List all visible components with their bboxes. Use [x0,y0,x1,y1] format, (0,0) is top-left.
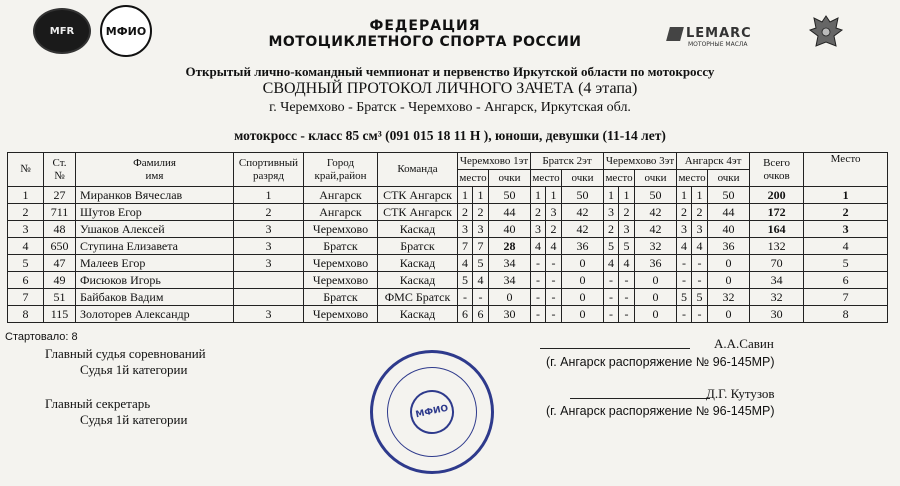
row-rank: 3 [234,221,304,238]
row-city: Ангарск [304,187,378,204]
row-stage3-place-b: 2 [619,204,635,221]
row-stage1-place-a: 2 [458,204,473,221]
russian-eagle-icon [806,12,846,54]
stage4-place-sub: место [677,170,708,187]
row-stage4-points: 50 [708,187,750,204]
row-stage2-place-a: - [531,255,546,272]
row-stage1-place-a: 3 [458,221,473,238]
row-rank: 1 [234,187,304,204]
row-team: Каскад [378,272,458,289]
row-name: Фисюков Игорь [76,272,234,289]
row-stage1-place-a: 6 [458,306,473,323]
row-stage1-points: 28 [489,238,531,255]
row-place: 3 [804,221,888,238]
row-stage2-place-a: - [531,306,546,323]
stage2-place-sub: место [531,170,562,187]
row-team: Каскад [378,221,458,238]
chief-judge-order: (г. Ангарск распоряжение № 96-145МР) [546,355,775,369]
started-count: Стартовало: 8 [5,331,78,343]
row-total: 200 [750,187,804,204]
row-stage3-place-a: 1 [604,187,619,204]
row-stage4-points: 0 [708,306,750,323]
row-no: 8 [8,306,44,323]
row-stage1-place-b: 1 [473,187,489,204]
row-name: Малеев Егор [76,255,234,272]
row-stage2-points: 36 [562,238,604,255]
row-stage3-place-b: - [619,306,635,323]
col-stage3: Черемхово 3эт [604,153,677,170]
row-rank [234,272,304,289]
class-line: мотокросс - класс 85 см³ (091 015 18 11 Н ), юноши, девушки (11-14 лет) [234,128,666,143]
row-stage4-place-b: - [692,306,708,323]
table-row [8,255,888,272]
col-place: Место [804,153,888,187]
row-stage4-place-a: - [677,306,692,323]
row-stage2-place-b: - [546,306,562,323]
cities-line: г. Черемхово - Братск - Черемхово - Ангарск, Иркутская обл. [269,100,631,115]
row-stage2-place-a: 2 [531,204,546,221]
row-stage1-place-b: 3 [473,221,489,238]
stage4-points-sub: очки [708,170,750,187]
row-team: Каскад [378,306,458,323]
row-stage3-place-b: - [619,289,635,306]
row-stage2-place-b: 4 [546,238,562,255]
row-stage4-place-a: 2 [677,204,692,221]
row-stage3-points: 0 [635,306,677,323]
row-total: 34 [750,272,804,289]
sponsor-name: LEMARC [686,26,752,41]
table-row [8,306,888,323]
row-total: 30 [750,306,804,323]
row-stage4-place-a: 1 [677,187,692,204]
row-team: ФМС Братск [378,289,458,306]
stage2-points-sub: очки [562,170,604,187]
row-stage2-place-a: 1 [531,187,546,204]
col-rank: Спортивный разряд [234,153,304,187]
row-stage2-points: 42 [562,221,604,238]
table-row [8,272,888,289]
row-stage1-place-b: 7 [473,238,489,255]
table-row [8,187,888,204]
row-no: 1 [8,187,44,204]
row-stage4-points: 0 [708,255,750,272]
row-stage1-place-a: - [458,289,473,306]
row-stage2-place-a: 4 [531,238,546,255]
judge-signature-line [540,348,690,349]
row-team: СТК Ангарск [378,204,458,221]
row-stage4-place-b: 5 [692,289,708,306]
row-stage3-place-b: 5 [619,238,635,255]
row-stage3-place-b: - [619,272,635,289]
row-stage2-place-a: - [531,272,546,289]
chief-secretary-category: Судья 1й категории [80,412,188,427]
row-stage4-place-b: 3 [692,221,708,238]
chief-secretary-name: Д.Г. Кутузов [706,386,775,401]
row-total: 70 [750,255,804,272]
row-stage4-place-b: 4 [692,238,708,255]
row-total: 172 [750,204,804,221]
col-stage2: Братск 2эт [531,153,604,170]
row-stage3-points: 32 [635,238,677,255]
row-start-number: 49 [44,272,76,289]
row-stage1-place-b: 6 [473,306,489,323]
col-no: № [8,153,44,187]
row-place: 2 [804,204,888,221]
row-city: Ангарск [304,204,378,221]
row-stage2-place-b: 3 [546,204,562,221]
row-stage1-points: 50 [489,187,531,204]
stage1-points-sub: очки [489,170,531,187]
row-stage4-points: 0 [708,272,750,289]
row-no: 6 [8,272,44,289]
row-stage4-points: 40 [708,221,750,238]
row-stage4-place-a: 4 [677,238,692,255]
col-city: Город край,район [304,153,378,187]
row-stage3-place-a: 4 [604,255,619,272]
protocol-title: СВОДНЫЙ ПРОТОКОЛ ЛИЧНОГО ЗАЧЕТА (4 этапа) [262,80,638,97]
row-rank [234,289,304,306]
row-stage2-points: 0 [562,289,604,306]
stage1-place-sub: место [458,170,489,187]
secretary-signature-line [570,398,710,399]
row-stage1-points: 44 [489,204,531,221]
row-stage1-place-b: 5 [473,255,489,272]
sponsor-sub: МОТОРНЫЕ МАСЛА [688,41,748,48]
row-stage3-points: 50 [635,187,677,204]
row-stage4-points: 36 [708,238,750,255]
header-row [8,153,888,170]
row-rank: 3 [234,255,304,272]
chief-judge-category: Судья 1й категории [80,362,188,377]
federation-title-1: ФЕДЕРАЦИЯ [369,18,481,34]
row-start-number: 650 [44,238,76,255]
row-stage3-points: 36 [635,255,677,272]
chief-judge-name: А.А.Савин [714,336,774,351]
row-stage3-place-a: 2 [604,221,619,238]
row-stage1-points: 40 [489,221,531,238]
row-place: 5 [804,255,888,272]
row-stage3-place-b: 1 [619,187,635,204]
table-row [8,221,888,238]
row-stage2-points: 42 [562,204,604,221]
row-name: Байбаков Вадим [76,289,234,306]
col-stage1: Черемхово 1эт [458,153,531,170]
col-team: Команда [378,153,458,187]
col-name: Фамилия имя [76,153,234,187]
row-stage4-place-a: 5 [677,289,692,306]
sponsor-logo [668,26,768,48]
row-stage1-place-b: 4 [473,272,489,289]
row-team: Каскад [378,255,458,272]
row-stage2-place-a: 3 [531,221,546,238]
row-stage3-points: 0 [635,289,677,306]
row-no: 5 [8,255,44,272]
row-place: 6 [804,272,888,289]
row-stage4-place-b: 1 [692,187,708,204]
sponsor-mark-icon [666,27,684,41]
row-stage1-points: 34 [489,272,531,289]
row-stage3-place-b: 4 [619,255,635,272]
row-no: 2 [8,204,44,221]
row-no: 7 [8,289,44,306]
row-name: Ступина Елизавета [76,238,234,255]
row-place: 7 [804,289,888,306]
row-no: 4 [8,238,44,255]
chief-secretary-order: (г. Ангарск распоряжение № 96-145МР) [546,404,775,418]
row-stage2-points: 0 [562,272,604,289]
row-start-number: 48 [44,221,76,238]
row-team: СТК Ангарск [378,187,458,204]
row-rank: 2 [234,204,304,221]
row-stage3-place-a: - [604,289,619,306]
row-stage1-place-a: 5 [458,272,473,289]
chief-secretary-label: Главный секретарь [45,396,151,411]
row-stage3-place-a: 5 [604,238,619,255]
row-stage4-place-a: - [677,272,692,289]
row-stage4-place-a: 3 [677,221,692,238]
row-stage1-place-b: - [473,289,489,306]
table-row [8,289,888,306]
row-rank: 3 [234,306,304,323]
row-stage3-points: 0 [635,272,677,289]
stage3-points-sub: очки [635,170,677,187]
row-stage2-place-a: - [531,289,546,306]
row-rank: 3 [234,238,304,255]
stage3-place-sub: место [604,170,635,187]
row-city: Черемхово [304,306,378,323]
row-stage3-place-a: - [604,272,619,289]
col-total: Всего очков [750,153,804,187]
mfio-logo: МФИО [100,5,152,57]
row-stage1-place-a: 7 [458,238,473,255]
results-table [7,152,888,323]
row-place: 8 [804,306,888,323]
row-stage1-points: 0 [489,289,531,306]
row-start-number: 115 [44,306,76,323]
federation-title-2: МОТОЦИКЛЕТНОГО СПОРТА РОССИИ [268,34,582,50]
table-row [8,204,888,221]
row-stage4-place-a: - [677,255,692,272]
row-city: Черемхово [304,255,378,272]
row-stage2-points: 50 [562,187,604,204]
row-stage4-points: 32 [708,289,750,306]
row-stage2-points: 0 [562,306,604,323]
row-name: Шутов Егор [76,204,234,221]
row-name: Золоторев Александр [76,306,234,323]
mfr-logo: MFR [33,8,91,54]
row-stage3-place-a: - [604,306,619,323]
row-stage4-points: 44 [708,204,750,221]
col-start: Ст. № [44,153,76,187]
row-total: 32 [750,289,804,306]
row-stage1-place-a: 1 [458,187,473,204]
row-start-number: 47 [44,255,76,272]
row-stage3-place-a: 3 [604,204,619,221]
row-total: 164 [750,221,804,238]
row-start-number: 51 [44,289,76,306]
row-start-number: 27 [44,187,76,204]
table-row [8,238,888,255]
row-stage2-place-b: 2 [546,221,562,238]
row-stage2-place-b: - [546,272,562,289]
row-team: Братск [378,238,458,255]
championship-title: Открытый лично-командный чемпионат и первенство Иркутской области по мотокроссу [185,64,715,79]
chief-judge-label: Главный судья соревнований [45,346,206,361]
row-city: Черемхово [304,272,378,289]
row-stage1-points: 34 [489,255,531,272]
row-stage3-place-b: 3 [619,221,635,238]
row-place: 1 [804,187,888,204]
row-stage4-place-b: 2 [692,204,708,221]
row-stage3-points: 42 [635,204,677,221]
row-place: 4 [804,238,888,255]
row-stage2-points: 0 [562,255,604,272]
row-stage1-points: 30 [489,306,531,323]
row-city: Черемхово [304,221,378,238]
row-name: Ушаков Алексей [76,221,234,238]
row-stage3-points: 42 [635,221,677,238]
stamp-center-text: МФИО [414,403,450,421]
row-stage2-place-b: 1 [546,187,562,204]
row-city: Братск [304,289,378,306]
row-stage4-place-b: - [692,255,708,272]
col-stage4: Ангарск 4эт [677,153,750,170]
row-no: 3 [8,221,44,238]
row-start-number: 711 [44,204,76,221]
row-stage2-place-b: - [546,289,562,306]
row-name: Миранков Вячеслав [76,187,234,204]
official-stamp [358,338,505,485]
row-stage1-place-a: 4 [458,255,473,272]
row-city: Братск [304,238,378,255]
row-total: 132 [750,238,804,255]
row-stage4-place-b: - [692,272,708,289]
row-stage1-place-b: 2 [473,204,489,221]
row-stage2-place-b: - [546,255,562,272]
